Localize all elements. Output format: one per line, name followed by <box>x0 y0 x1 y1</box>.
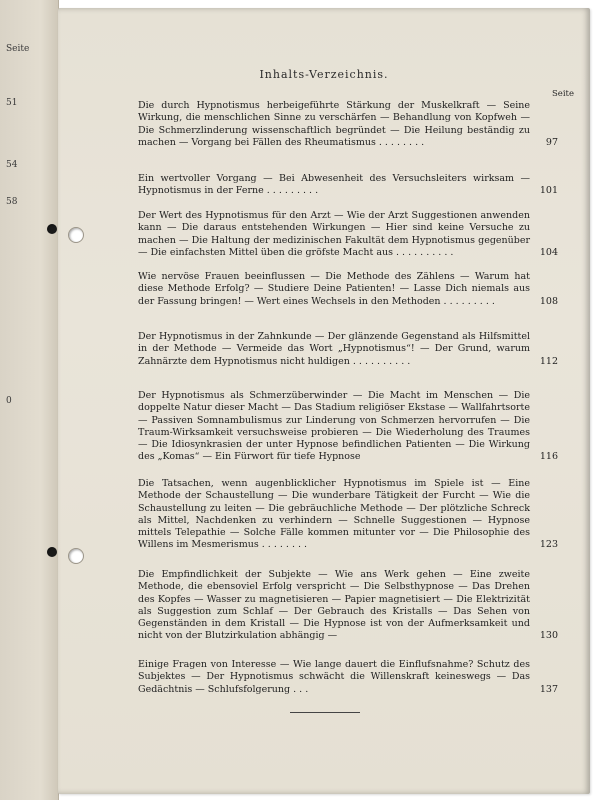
toc-page-number: 97 <box>545 136 558 148</box>
binder-hole <box>68 548 84 564</box>
left-facing-page <box>0 0 59 800</box>
toc-entry <box>138 569 558 643</box>
toc-page-number: 137 <box>539 683 558 695</box>
toc-page-number: 101 <box>539 185 558 197</box>
page-column-label: Seite <box>551 89 574 99</box>
left-page-number: 0 <box>6 396 12 406</box>
end-rule <box>290 712 360 713</box>
binder-hole <box>68 227 84 243</box>
toc-page-number: 108 <box>539 295 558 307</box>
toc-entry-text: Die Empfindlichkeit der Subjekte — Wie ans Werk gehen — Eine zweite Methode, die ebensoviel Erfolg verspricht — Die Selbsthypnose — Das Drehen des Kopfes — Wasser zu magnetisieren — Papier magnetisiert — Die Elektrizität als Suggestion zum Schlaf — Der Gebrauch des Kristalls — Das Sehen von Gegenständen in dem Kristall — Die Hypnose ist von der Aufmerksamkeit und nicht von der Blutzirkulation abhängig — <box>138 569 530 642</box>
left-page-number: 54 <box>6 160 18 170</box>
document-page <box>58 8 590 794</box>
toc-page-number: 104 <box>539 246 558 258</box>
page-title: Inhalts-Verzeichnis. <box>259 68 389 81</box>
binder-hole-shadow <box>47 224 57 234</box>
left-page-number: 51 <box>6 98 18 108</box>
toc-entry-text: Die Tatsachen, wenn augenblicklicher Hypnotismus im Spiele ist — Eine Methode der Schaustellung — Die wunderbare Tätigkeit der Furcht — Wie die Schaustellung zu leiten — Die gebräuchliche Methode — Der plötzliche Schreck als Mittel, Nachdenken zu verhindern — Schnelle Suggestionen — Hypnose mittels Telepathie — Solche Fälle kommen mitunter vor — Die Philosophie des Willens im Mesmerismus . . . . . . . . <box>138 478 530 551</box>
toc-entry-text: Der Hypnotismus als Schmerzüberwinder — Die Macht im Menschen — Die doppelte Natur dieser Macht — Das Stadium religiöser Ekstase — Wallfahrtsorte — Passiven Somnambulismus zur Linderung von Schmerzen hervorrufen — Die Traum-Wirksamkeit versuchsweise probieren — Die Wiederholung des Traumes — Die Idiosynkrasien der unter Hypnose befindlichen Patienten — Die Wirkung des „Komas“ — Ein Fürwort für tiefe Hypnose <box>138 390 530 463</box>
toc-page-number: 112 <box>539 355 558 367</box>
toc-entry <box>138 331 558 368</box>
toc-entry <box>138 659 558 696</box>
toc-page-number: 130 <box>539 630 558 642</box>
toc-entry-text: Wie nervöse Frauen beeinflussen — Die Methode des Zählens — Warum hat diese Methode Erfolg? — Studiere Deine Patienten! — Lasse Dich niemals aus der Fassung bringen! — Wert eines Wechsels in den Methoden . . . . . . . . . <box>138 271 530 307</box>
toc-entry-text: Die durch Hypnotismus herbeigeführte Stärkung der Muskelkraft — Seine Wirkung, die menschlichen Sinne zu verschärfen — Behandlung von Kopfweh — Die Schmerzlinderung wissenschaftlich begründet — Die Heilung beständig zu machen — Vorgang bei Fällen des Rheumatismus . . . . . . . . <box>138 100 530 148</box>
left-page-seite-label: Seite <box>6 44 30 54</box>
toc-entry <box>138 210 558 259</box>
toc-entry <box>138 478 558 552</box>
toc-entry-text: Der Hypnotismus in der Zahnkunde — Der glänzende Gegenstand als Hilfsmittel in der Methode — Vermeide das Wort „Hypnotismus“! — Der Grund, warum Zahnärzte dem Hypnotismus nicht huldigen . . . . . . . . . . <box>138 331 530 367</box>
toc-entry-text: Ein wertvoller Vorgang — Bei Abwesenheit des Versuchsleiters wirksam — Hypnotismus in der Ferne . . . . . . . . . <box>138 173 530 197</box>
toc-page-number: 123 <box>539 539 558 551</box>
toc-entry <box>138 100 558 149</box>
toc-entry-text: Der Wert des Hypnotismus für den Arzt — Wie der Arzt Suggestionen anwenden kann — Die daraus entstehenden Wirkungen — Hier sind keine Versuche zu machen — Die Haltung der medizinischen Fakultät dem Hypnotismus gegenüber — Die einfachsten Mittel üben die gröfste Macht aus . . . . . . . . . . <box>138 210 530 258</box>
toc-page-number: 116 <box>539 451 558 463</box>
toc-entry <box>138 390 558 464</box>
toc-entry-text: Einige Fragen von Interesse — Wie lange dauert die Einflufsnahme? Schutz des Subjektes — Der Hypnotismus schwächt die Willenskraft keineswegs — Das Gedächtnis — Schlufsfolgerung . . . <box>138 659 530 695</box>
left-page-number: 58 <box>6 197 18 207</box>
binder-hole-shadow <box>47 547 57 557</box>
toc-entry <box>138 271 558 308</box>
toc-entry <box>138 173 558 198</box>
